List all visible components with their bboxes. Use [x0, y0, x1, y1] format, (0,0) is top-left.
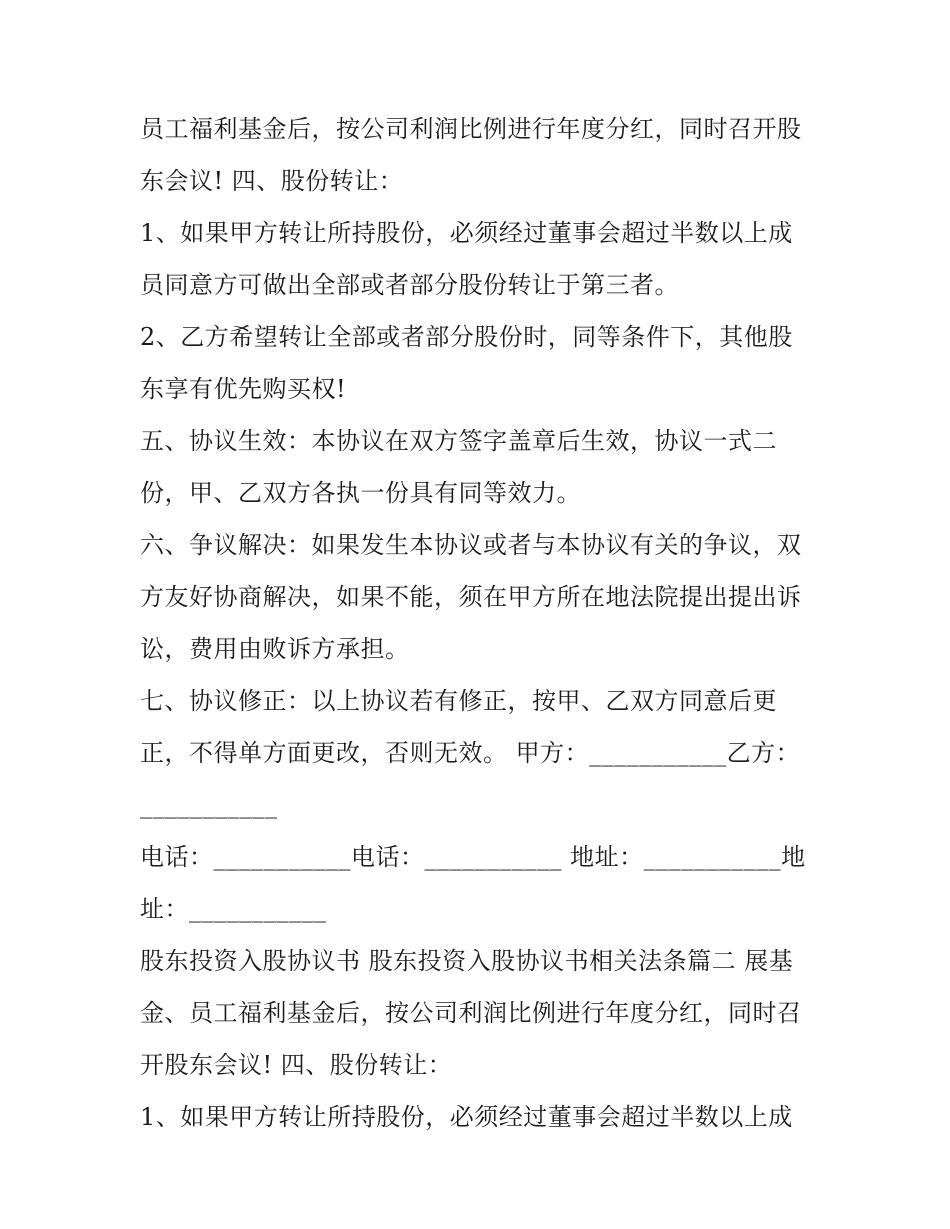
text-line: 东会议! 四、股份转让： [140, 167, 404, 195]
text-line: 五、协议生效：本协议在双方签字盖章后生效，协议一式二 [140, 427, 777, 455]
text-line: 员同意方可做出全部或者部分股份转让于第三者。 [140, 271, 679, 299]
text-line: 方友好协商解决，如果不能，须在甲方所在地法院提出提出诉 [140, 583, 802, 611]
text-line: 2、乙方希望转让全部或者部分股份时，同等条件下，其他股 [140, 323, 793, 351]
text-line: 1、如果甲方转让所持股份，必须经过董事会超过半数以上成 [140, 219, 793, 247]
document-body [140, 103, 830, 1143]
text-line: 七、协议修正：以上协议若有修正，按甲、乙双方同意后更 [140, 687, 777, 715]
text-line: 讼，费用由败诉方承担。 [140, 635, 410, 663]
text-line: 正，不得单方面更改，否则无效。 甲方：___________乙方： [140, 739, 801, 767]
text-line: 金、员工福利基金后，按公司利润比例进行年度分红，同时召 [140, 999, 802, 1027]
address-line: 址：___________ [140, 895, 327, 923]
text-line: 东享有优先购买权! [140, 375, 347, 403]
text-line: 六、争议解决：如果发生本协议或者与本协议有关的争议，双 [140, 531, 802, 559]
contact-line: 电话：___________电话：___________ 地址：___________地 [140, 843, 806, 871]
text-line: 员工福利基金后，按公司利润比例进行年度分红，同时召开股 [140, 115, 802, 143]
signature-blank-line: ___________ [140, 791, 278, 819]
text-line: 开股东会议! 四、股份转让： [140, 1051, 453, 1079]
text-line: 份，甲、乙双方各执一份具有同等效力。 [140, 479, 581, 507]
text-line: 1、如果甲方转让所持股份，必须经过董事会超过半数以上成 [140, 1103, 793, 1131]
text-line: 股东投资入股协议书 股东投资入股协议书相关法条篇二 展基 [140, 947, 794, 975]
